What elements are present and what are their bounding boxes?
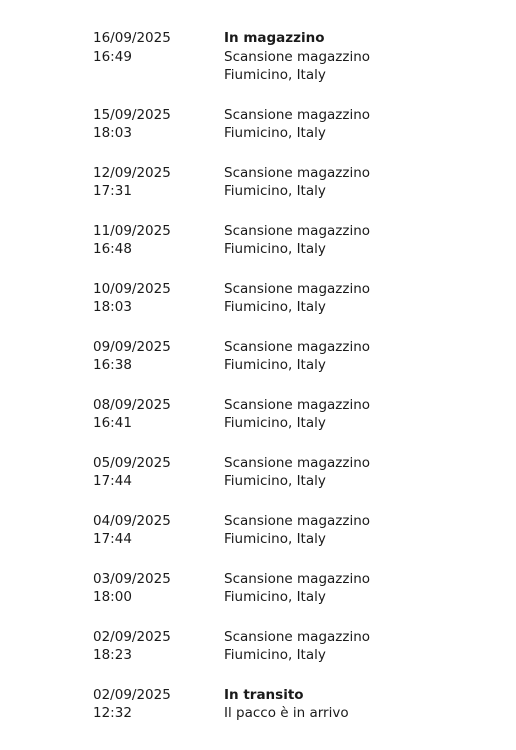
event-time: 17:31 xyxy=(93,183,132,199)
event-time: 18:23 xyxy=(93,647,132,663)
event-time: 16:41 xyxy=(93,415,132,431)
event-location: Fiumicino, Italy xyxy=(224,415,326,431)
event-location: Fiumicino, Italy xyxy=(224,299,326,315)
tracking-event xyxy=(93,280,516,317)
event-details xyxy=(224,454,516,491)
event-details xyxy=(224,512,516,549)
event-date: 02/09/2025 xyxy=(93,686,171,703)
event-datetime xyxy=(93,454,224,491)
event-time: 12:32 xyxy=(93,705,132,721)
event-time: 16:48 xyxy=(93,241,132,257)
event-time: 17:44 xyxy=(93,473,132,489)
event-date: 09/09/2025 xyxy=(93,338,171,355)
event-location: Fiumicino, Italy xyxy=(224,531,326,547)
event-details xyxy=(224,686,516,723)
event-date: 10/09/2025 xyxy=(93,280,171,297)
event-location: Fiumicino, Italy xyxy=(224,357,326,373)
tracking-event xyxy=(93,396,516,433)
event-time: 18:03 xyxy=(93,299,132,315)
event-description: Scansione magazzino xyxy=(224,164,371,181)
event-time: 18:03 xyxy=(93,125,132,141)
event-details xyxy=(224,106,516,143)
tracking-event xyxy=(93,512,516,549)
event-date: 04/09/2025 xyxy=(93,512,171,529)
event-date: 05/09/2025 xyxy=(93,454,171,471)
tracking-event xyxy=(93,106,516,143)
event-datetime xyxy=(93,222,224,259)
event-description: Scansione magazzino xyxy=(224,512,371,529)
event-details xyxy=(224,222,516,259)
event-location: Fiumicino, Italy xyxy=(224,241,326,257)
event-details xyxy=(224,29,516,85)
event-status: In magazzino xyxy=(224,30,325,46)
tracking-event xyxy=(93,570,516,607)
event-datetime xyxy=(93,338,224,375)
event-details xyxy=(224,628,516,665)
event-date: 11/09/2025 xyxy=(93,222,171,239)
event-location: Fiumicino, Italy xyxy=(224,183,326,199)
event-details xyxy=(224,396,516,433)
event-description: Scansione magazzino xyxy=(224,396,371,413)
event-description: Scansione magazzino xyxy=(224,222,371,239)
event-location: Fiumicino, Italy xyxy=(224,647,326,663)
event-datetime xyxy=(93,570,224,607)
event-description: Scansione magazzino xyxy=(224,48,371,65)
event-datetime xyxy=(93,280,224,317)
event-datetime xyxy=(93,512,224,549)
event-datetime xyxy=(93,686,224,723)
event-date: 02/09/2025 xyxy=(93,628,171,645)
event-date: 08/09/2025 xyxy=(93,396,171,413)
event-datetime xyxy=(93,628,224,665)
event-location: Fiumicino, Italy xyxy=(224,67,326,83)
event-datetime xyxy=(93,164,224,201)
event-location: Fiumicino, Italy xyxy=(224,125,326,141)
tracking-event xyxy=(93,686,516,723)
event-details xyxy=(224,164,516,201)
tracking-event xyxy=(93,628,516,665)
tracking-event xyxy=(93,454,516,491)
event-date: 16/09/2025 xyxy=(93,30,171,46)
event-description: Scansione magazzino xyxy=(224,280,371,297)
event-description: Scansione magazzino xyxy=(224,570,371,587)
event-location: Fiumicino, Italy xyxy=(224,473,326,489)
event-details xyxy=(224,570,516,607)
event-datetime xyxy=(93,29,224,85)
event-datetime xyxy=(93,396,224,433)
tracking-event xyxy=(93,29,516,85)
event-time: 18:00 xyxy=(93,589,132,605)
event-description: Scansione magazzino xyxy=(224,338,371,355)
event-datetime xyxy=(93,106,224,143)
tracking-event xyxy=(93,338,516,375)
tracking-event xyxy=(93,222,516,259)
event-time: 17:44 xyxy=(93,531,132,547)
event-description: Scansione magazzino xyxy=(224,628,371,645)
event-status: In transito xyxy=(224,686,304,703)
event-time: 16:38 xyxy=(93,357,132,373)
event-description: Il pacco è in arrivo xyxy=(224,705,349,721)
event-description: Scansione magazzino xyxy=(224,454,371,471)
event-date: 12/09/2025 xyxy=(93,164,171,181)
event-details xyxy=(224,338,516,375)
event-date: 03/09/2025 xyxy=(93,570,171,587)
event-date: 15/09/2025 xyxy=(93,106,171,123)
tracking-event xyxy=(93,164,516,201)
event-details xyxy=(224,280,516,317)
event-location: Fiumicino, Italy xyxy=(224,589,326,605)
event-time: 16:49 xyxy=(93,48,132,65)
event-description: Scansione magazzino xyxy=(224,106,371,123)
